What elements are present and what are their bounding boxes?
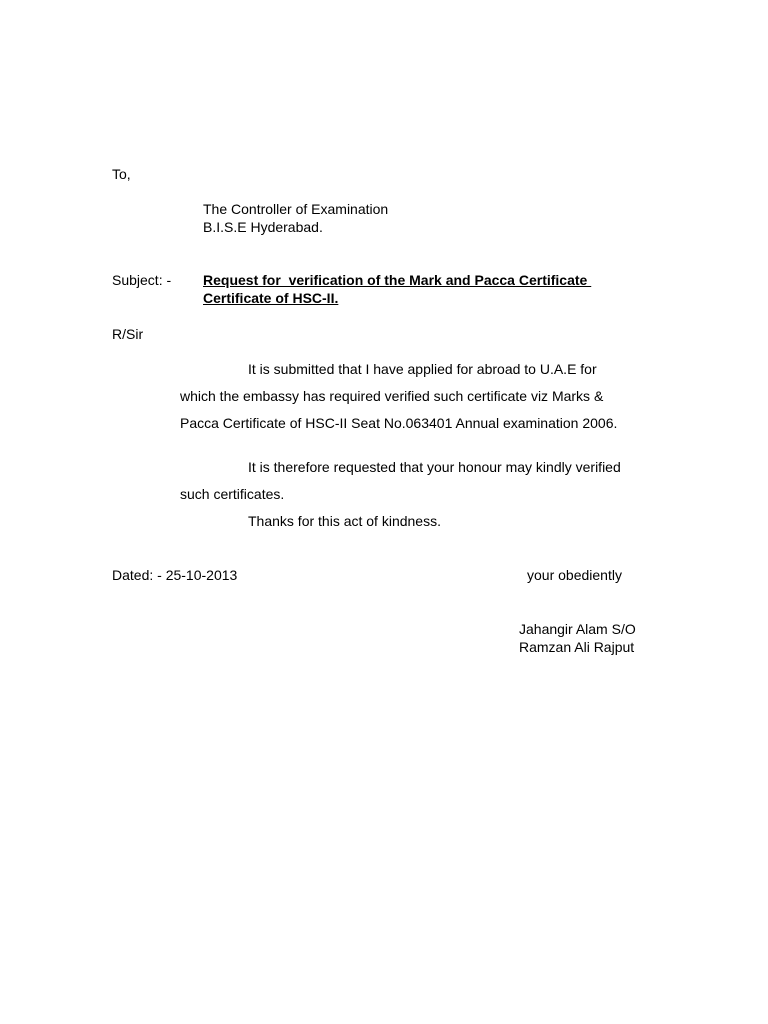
body-para1-line-3: Pacca Certificate of HSC-II Seat No.063401 Annual examination 2006. bbox=[180, 415, 618, 431]
signature-line-2: Ramzan Ali Rajput bbox=[519, 639, 635, 655]
body-para1-line-2: which the embassy has required verified such certificate viz Marks & bbox=[180, 388, 604, 404]
body-para2-line-2: such certificates. bbox=[180, 486, 285, 502]
body-para2-line-1: It is therefore requested that your honour may kindly verified bbox=[248, 459, 621, 475]
subject-line-1: Request for verification of the Mark and Pacca Certificate bbox=[203, 272, 592, 288]
greeting: R/Sir bbox=[112, 326, 144, 342]
thanks-line: Thanks for this act of kindness. bbox=[248, 513, 441, 529]
subject-label: Subject: - bbox=[112, 272, 172, 288]
subject-line-2: Certificate of HSC-II. bbox=[203, 290, 339, 306]
closing-line: your obediently bbox=[527, 567, 622, 583]
signature-line-1: Jahangir Alam S/O bbox=[519, 621, 636, 637]
dated-line: Dated: - 25-10-2013 bbox=[112, 567, 238, 583]
body-para1-line-1: It is submitted that I have applied for abroad to U.A.E for bbox=[248, 361, 597, 377]
recipient-line-1: The Controller of Examination bbox=[203, 201, 389, 217]
recipient-line-2: B.I.S.E Hyderabad. bbox=[203, 219, 323, 235]
salutation-to: To, bbox=[112, 166, 131, 182]
